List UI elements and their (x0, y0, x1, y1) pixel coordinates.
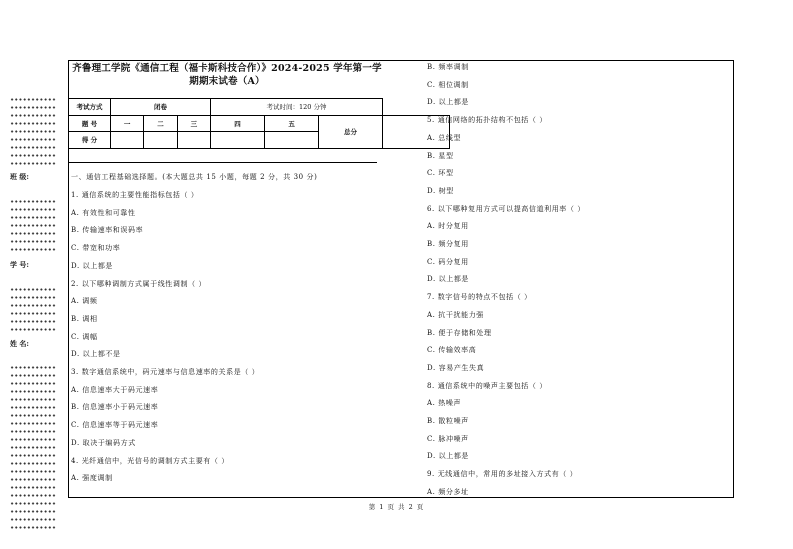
dot-row (10, 130, 56, 133)
exam-title (72, 62, 382, 88)
dot-row (10, 296, 56, 299)
dot-row (10, 414, 56, 417)
question-line: 6. 以下哪种复用方式可以提高信道利用率（ ） (427, 204, 585, 213)
exam-mode-label: 考试方式 (69, 99, 111, 116)
exam-title-line2: 期期末试卷（A） (189, 76, 265, 87)
binding-margin (8, 0, 58, 549)
question-line: C. 码分复用 (427, 257, 469, 266)
question-line: 4. 光纤通信中，光信号的调制方式主要有（ ） (71, 456, 229, 465)
dot-row (10, 478, 56, 481)
question-line: A. 强度调制 (71, 474, 113, 483)
dot-row (10, 320, 56, 323)
question-no-4: 四 (211, 115, 265, 132)
dot-row (10, 390, 56, 393)
question-line: A. 热噪声 (427, 399, 462, 408)
dot-row (10, 494, 56, 497)
question-line: C. 环型 (427, 169, 454, 178)
question-line: C. 脉冲噪声 (427, 434, 469, 443)
dot-row (10, 454, 56, 457)
question-line: D. 以上都是 (427, 275, 470, 284)
question-line: D. 树型 (427, 186, 454, 195)
dot-row (10, 288, 56, 291)
dot-row (10, 208, 56, 211)
question-line: 3. 数字通信系统中，码元速率与信息速率的关系是（ ） (71, 368, 260, 376)
question-line: B. 调相 (71, 314, 98, 323)
question-no-label: 题 号 (69, 115, 111, 132)
question-line: 2. 以下哪种调制方式属于线性调制（ ） (71, 279, 207, 288)
score-cell-2 (144, 132, 177, 149)
question-line: B. 信息速率小于码元速率 (71, 403, 159, 412)
section-heading: 一、通信工程基础选择题。(本大题总共 15 小题，每题 2 分，共 30 分) (71, 173, 318, 181)
exam-title-line1: 齐鲁理工学院《通信工程（福卡斯科技合作）》2024-2025 学年第一学 (72, 63, 382, 74)
dot-row (10, 374, 56, 377)
question-line: C. 调幅 (71, 332, 98, 341)
score-cell-5 (265, 132, 319, 149)
question-line: C. 带宽和功率 (71, 244, 121, 253)
question-line: C. 信息速率等于码元速率 (71, 421, 159, 430)
dot-row (10, 406, 56, 409)
question-line: D. 以上都是 (427, 452, 470, 461)
question-line: 9. 无线通信中，常用的多址接入方式有（ ） (427, 470, 578, 479)
dot-row (10, 462, 56, 465)
dot-row (10, 240, 56, 243)
question-line: B. 传输速率和误码率 (71, 226, 144, 235)
dot-row (10, 106, 56, 109)
dot-row (10, 312, 56, 315)
section-divider (68, 162, 377, 163)
question-no-5: 五 (265, 115, 319, 132)
exam-time: 考试时间：120 分钟 (211, 99, 383, 116)
dot-row (10, 486, 56, 489)
student-id-label: 学 号: (10, 260, 30, 269)
dot-row (10, 98, 56, 101)
score-cell-4 (211, 132, 265, 149)
question-line: B. 频分复用 (427, 240, 469, 248)
question-line: C. 相位调制 (427, 80, 469, 89)
dot-row (10, 422, 56, 425)
dot-row (10, 232, 56, 235)
question-no-3: 三 (177, 115, 210, 132)
question-line: 8. 通信系统中的噪声主要包括（ ） (427, 381, 547, 390)
dot-row (10, 366, 56, 369)
class-label: 班 级: (10, 172, 30, 181)
dot-row (10, 470, 56, 473)
dot-row (10, 438, 56, 441)
question-line: 7. 数字信号的特点不包括（ ） (427, 293, 532, 302)
dot-row (10, 398, 56, 401)
question-line: A. 调频 (71, 297, 98, 306)
question-line: B. 便于存储和处理 (427, 328, 492, 337)
dot-row (10, 328, 56, 331)
question-line: C. 传输效率高 (427, 346, 477, 355)
question-line: A. 频分多址 (427, 487, 469, 496)
question-line: A. 信息速率大于码元速率 (71, 385, 159, 394)
question-line: D. 以上都是 (71, 261, 114, 270)
exam-mode-value: 闭卷 (111, 99, 211, 116)
total-score-label: 总分 (319, 115, 383, 148)
question-line: A. 抗干扰能力强 (427, 310, 484, 319)
question-line: 1. 通信系统的主要性能指标包括（ ） (71, 191, 199, 199)
question-line: A. 总线型 (427, 133, 462, 142)
question-line: A. 有效性和可靠性 (71, 208, 136, 217)
question-line: 5. 通信网络的拓扑结构不包括（ ） (427, 116, 547, 125)
question-line: D. 以上都不是 (71, 350, 121, 359)
score-cell-1 (111, 132, 144, 149)
question-line: B. 星型 (427, 151, 454, 160)
page-footer: 第 1 页 共 2 页 (368, 503, 425, 511)
dot-row (10, 162, 56, 165)
dot-row (10, 382, 56, 385)
dot-row (10, 430, 56, 433)
score-table (68, 98, 450, 149)
name-label: 姓 名: (10, 339, 30, 348)
dot-row (10, 526, 56, 529)
dot-row (10, 146, 56, 149)
dot-row (10, 224, 56, 227)
score-cell-3 (177, 132, 210, 149)
question-line: D. 取决于编码方式 (71, 438, 136, 447)
question-line: D. 以上都是 (427, 98, 470, 107)
question-no-1: 一 (111, 115, 144, 132)
dot-row (10, 122, 56, 125)
question-no-2: 二 (144, 115, 177, 132)
dot-row (10, 518, 56, 521)
question-line: A. 时分复用 (427, 222, 469, 231)
score-label: 得 分 (69, 132, 111, 149)
dot-row (10, 200, 56, 203)
question-number-row (69, 115, 450, 132)
dot-row (10, 154, 56, 157)
dot-row (10, 114, 56, 117)
dot-row (10, 304, 56, 307)
question-line: B. 频率调制 (427, 63, 469, 71)
question-line: D. 容易产生失真 (427, 363, 485, 372)
dot-row (10, 248, 56, 251)
dot-row (10, 138, 56, 141)
dot-row (10, 216, 56, 219)
question-line: B. 散粒噪声 (427, 417, 469, 425)
dot-row (10, 446, 56, 449)
exam-info-row (69, 99, 450, 116)
